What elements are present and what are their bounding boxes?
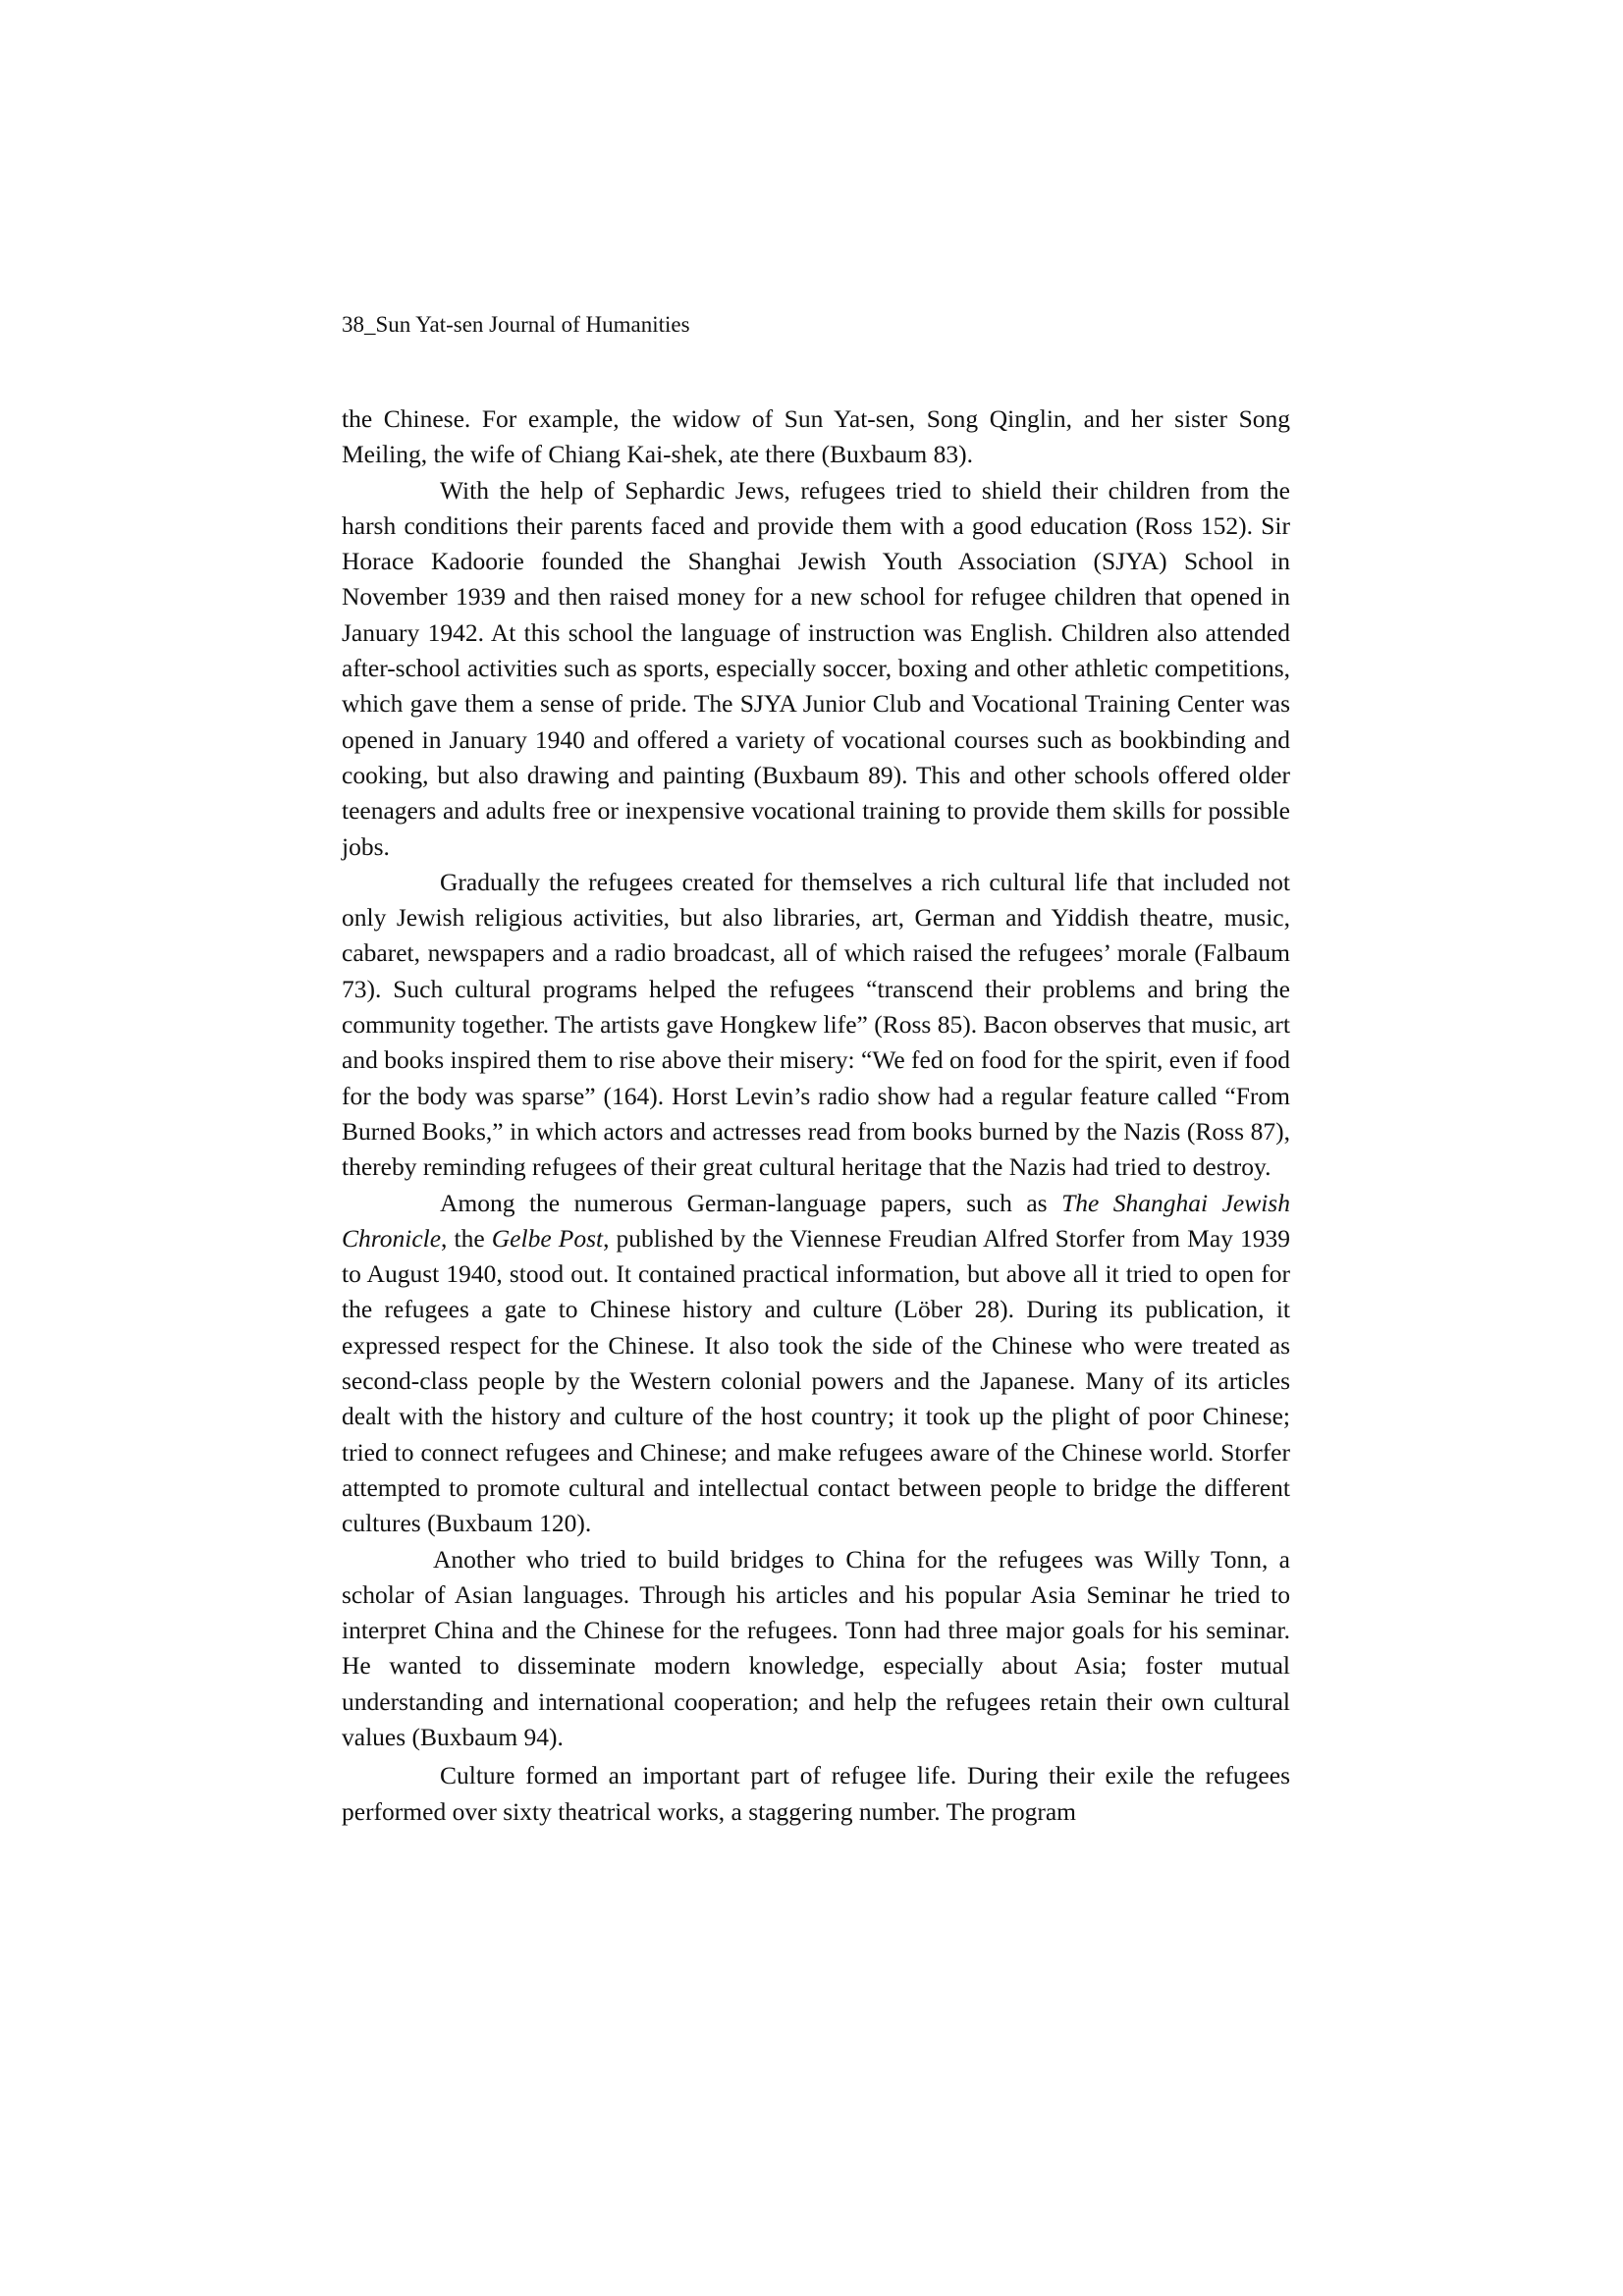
paragraph-education: With the help of Sephardic Jews, refugees tried to shield their children from the harsh conditions their parents faced and provide them with a good education (Ross 152). Sir Horace Kadoorie founded the Shanghai Jewish Youth Association (SJYA) School in November 1939 and then raised money for a new school for refugee children that opened in January 1942. At this school the language of instruction was English. Children also attended after-school activities such as sports, especially soccer, boxing and other athletic competitions, which gave them a sense of pride. The SJYA Junior Club and Vocational Training Center was opened in January 1940 and offered a variety of vocational courses such as bookbinding and cooking, but also drawing and painting (Buxbaum 89). This and other schools offered older teenagers and adults free or inexpensive vocational training to provide them skills for possible jobs. [342,475,1290,861]
paragraph-theatre: Culture formed an important part of refugee life. During their exile the refugees performed over sixty theatrical works, a staggering number. The program [342,1761,1290,1826]
paragraph-newspapers [342,1186,1290,1542]
paragraph-continuation: the Chinese. For example, the widow of Sun Yat-sen, Song Qinglin, and her sister Song Meiling, the wife of Chiang Kai-shek, ate there (Buxbaum 83). [342,404,1290,469]
newspaper-title-gelbe-post: Gelbe Post [491,1223,604,1253]
newspaper-title-chronicle: The Shanghai Jewish Chronicle [342,1188,1290,1253]
paragraph-newspapers-rest: , published by the Viennese Freudian Alfred Storfer from May 1939 to August 1940, stood out. It contained practical information, but above all it tried to open for the refugees a gate to Chinese history and culture (Löber 28). During its publication, it expressed respect for the Chinese. It also took the side of the Chinese who were treated as second-class people by the Western colonial powers and the Japanese. Many of its articles dealt with the history and culture of the host country; it took up the plight of poor Chinese; tried to connect refugees and Chinese; and make refugees aware of the Chinese world. Storfer attempted to promote cultural and intellectual contact between people to bridge the different cultures (Buxbaum 120). [342,1223,1291,1538]
paragraph-willy-tonn: Another who tried to build bridges to China for the refugees was Willy Tonn, a scholar of Asian languages. Through his articles and his popular Asia Seminar he tried to interpret China and the Chinese for the refugees. Tonn had three major goals for his seminar. He wanted to disseminate modern knowledge, especially about Asia; foster mutual understanding and international cooperation; and help the refugees retain their own cultural values (Buxbaum 94). [342,1544,1290,1751]
paragraph-newspapers-mid: , the [441,1223,492,1253]
running-header: 38_Sun Yat-sen Journal of Humanities [342,312,690,337]
paragraph-cultural-life: Gradually the refugees created for themselves a rich cultural life that included not only Jewish religious activities, but also libraries, art, German and Yiddish theatre, music, cabaret, newspapers and a radio broadcast, all of which raised the refugees’ morale (Falbaum 73). Such cultural programs helped the refugees “transcend their problems and bring the community together. The artists gave Hongkew life” (Ross 85). Bacon observes that music, art and books inspired them to rise above their misery: “We fed on food for the spirit, even if food for the body was sparse” (164). Horst Levin’s radio show had a regular feature called “From Burned Books,” in which actors and actresses read from books burned by the Nazis (Ross 87), thereby reminding refugees of their great cultural heritage that the Nazis had tried to destroy. [342,867,1290,1182]
article-body [342,401,1290,1830]
paragraph-newspapers-lead: Among the numerous German-language papers, such as [440,1188,1062,1217]
